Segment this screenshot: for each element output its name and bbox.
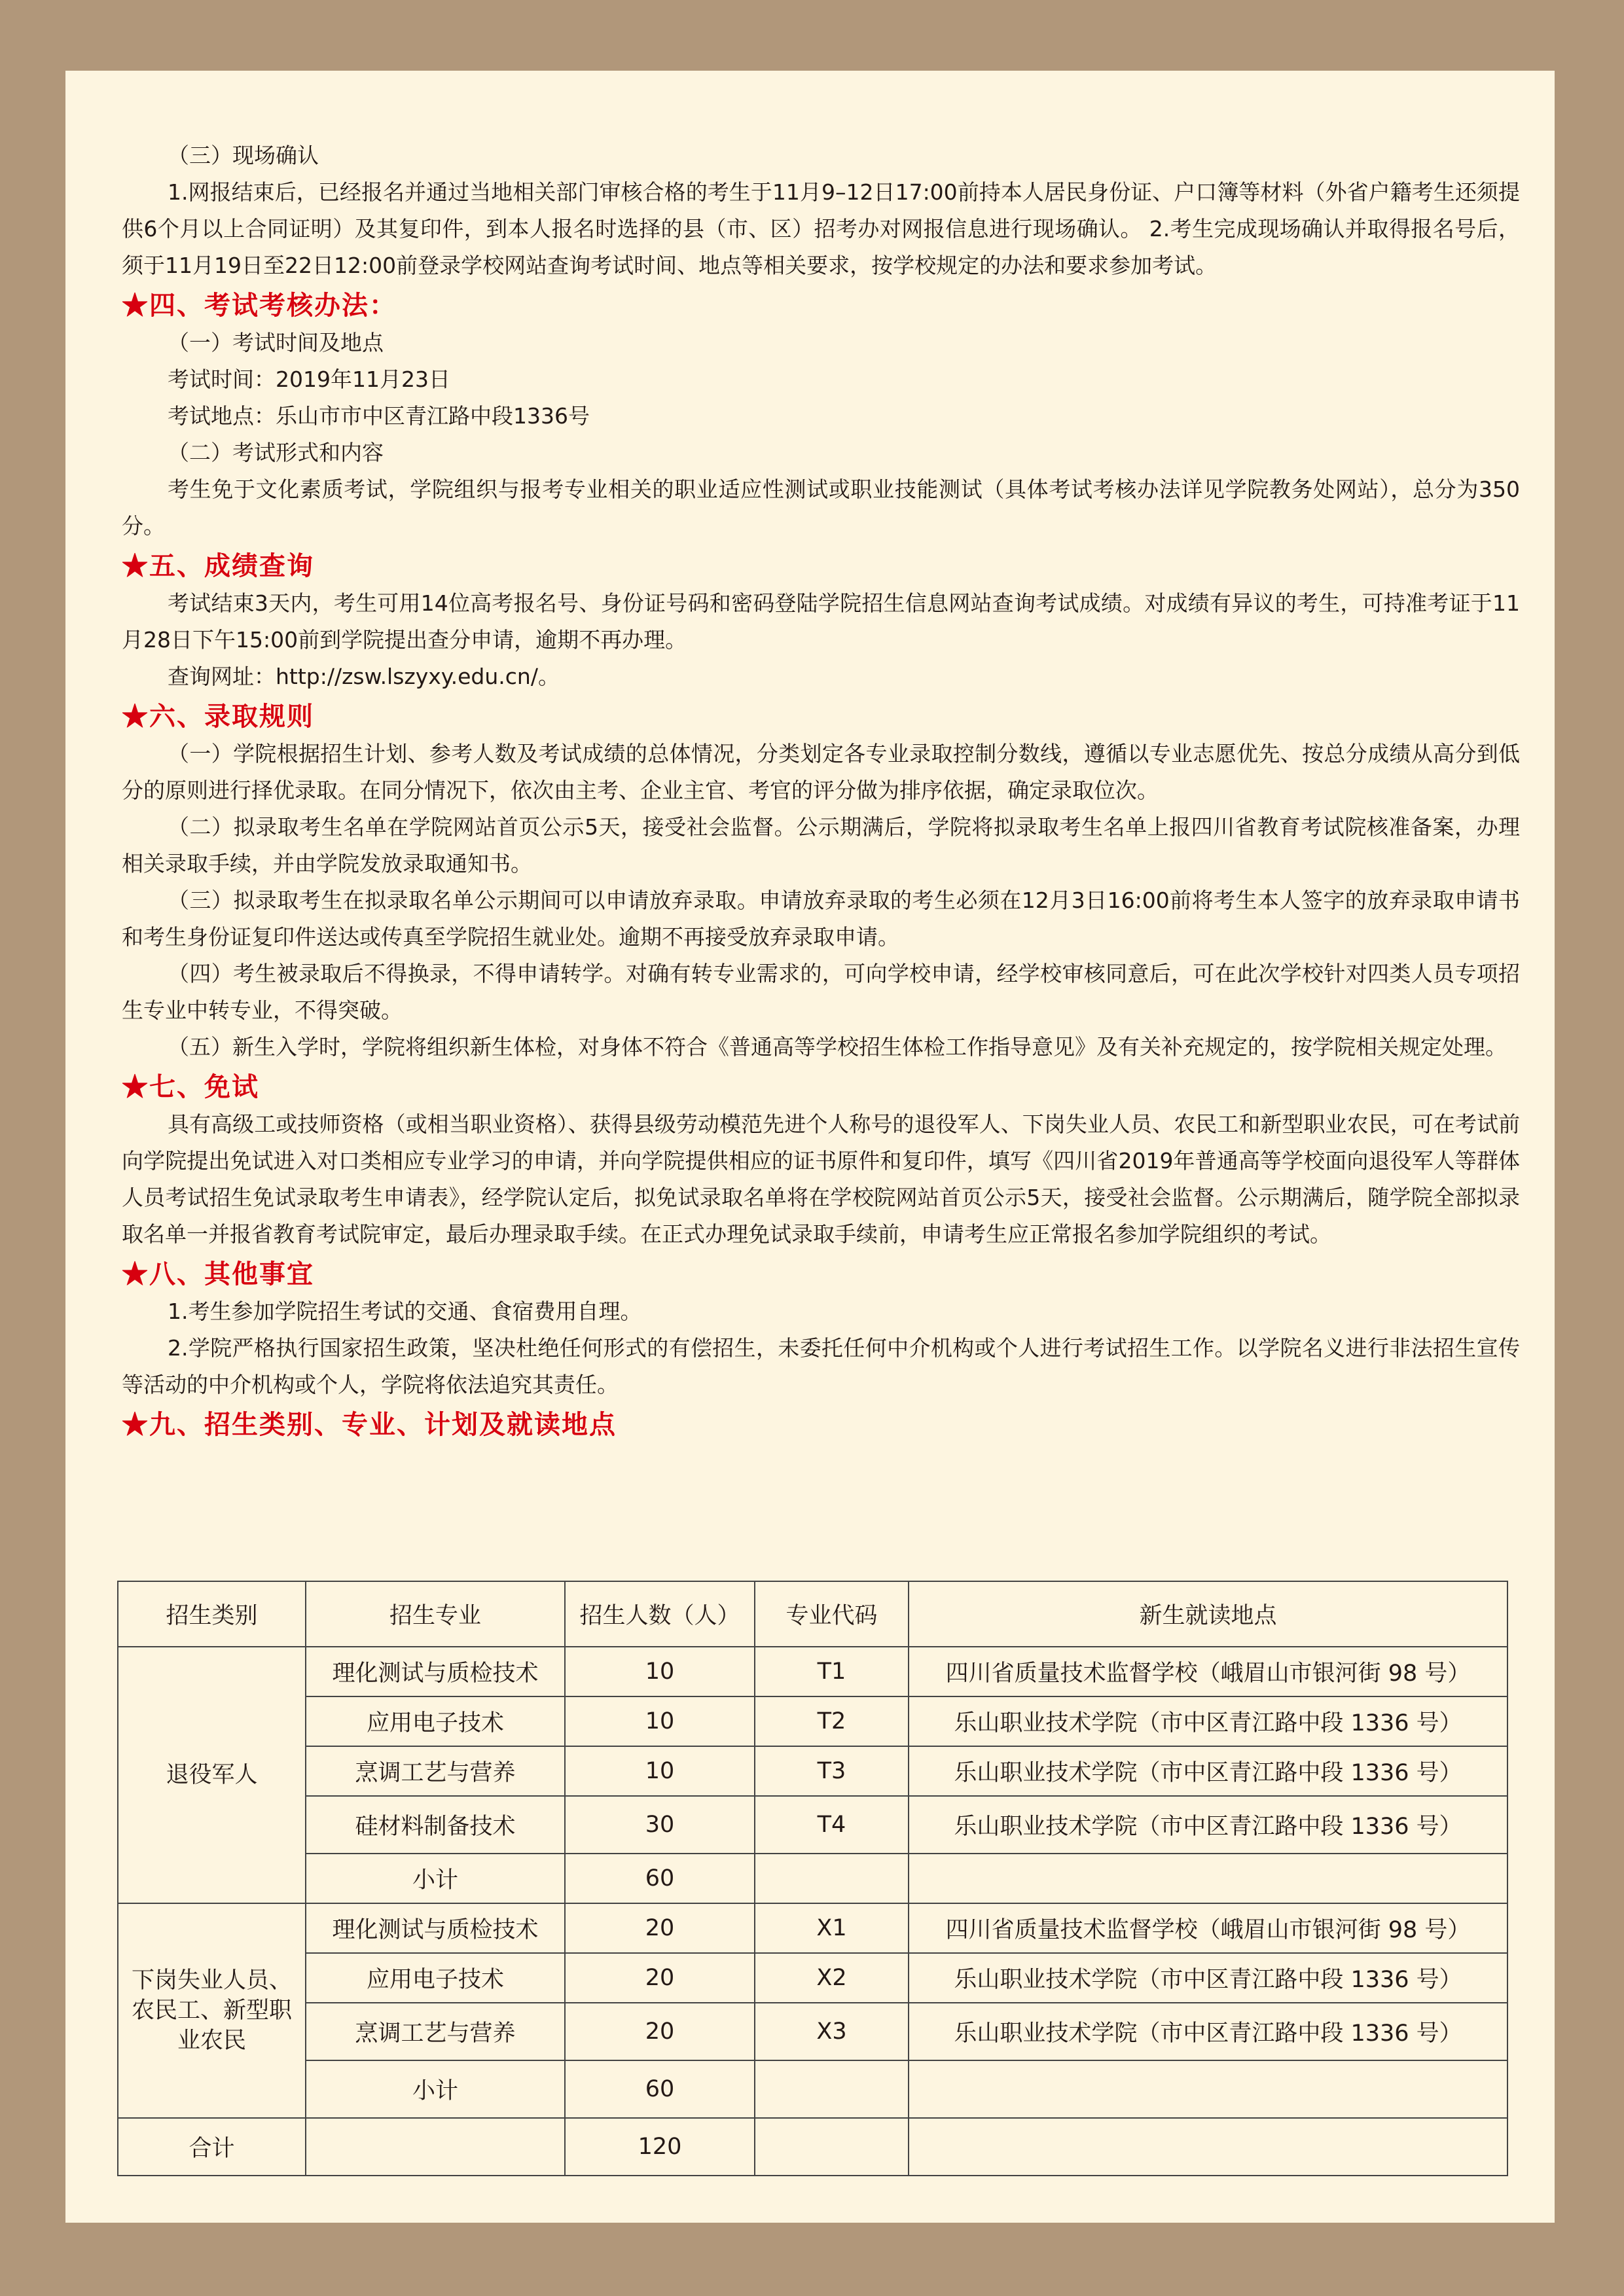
query-url: 查询网址：http://zsw.lszyxy.edu.cn/。	[168, 664, 560, 689]
table-row	[118, 1696, 1507, 1746]
count-cell: 20	[565, 2003, 755, 2060]
major-cell: 理化测试与质检技术	[306, 1903, 565, 1953]
code-cell: X1	[755, 1903, 909, 1953]
empty-cell	[755, 2060, 909, 2118]
section4-subtitle-1: （一）考试时间及地点	[168, 330, 384, 355]
table-header: 专业代码	[755, 1581, 909, 1647]
table-header: 招生类别	[118, 1581, 306, 1647]
table-row	[118, 1746, 1507, 1796]
major-cell: 理化测试与质检技术	[306, 1647, 565, 1696]
count-cell: 10	[565, 1746, 755, 1796]
admission-rule-4: （四）考生被录取后不得换录，不得申请转学。对确有转专业需求的，可向学校申请，经学校审核同意后，可在此次学校针对四类人员专项招生专业中转专业，不得突破。	[122, 961, 1520, 1023]
other-item-1: 1.考生参加学院招生考试的交通、食宿费用自理。	[168, 1299, 642, 1324]
section7-heading: ★七、免试	[122, 1071, 259, 1102]
category-cell: 退役军人	[118, 1647, 306, 1903]
code-cell: T1	[755, 1647, 909, 1696]
document-page	[65, 71, 1555, 2223]
table-row	[118, 1903, 1507, 1953]
category-cell: 下岗失业人员、农民工、新型职业农民	[118, 1903, 306, 2118]
section7-paragraph: 具有高级工或技师资格（或相当职业资格）、获得县级劳动模范先进个人称号的退役军人、下岗失业人员、农民工和新型职业农民，可在考试前向学院提出免试进入对口类相应专业学习的申请，并向学院提供相应的证书原件和复印件，填写《四川省2019年普通高等学校面向退役军人等群体人员考试招生免试录取考生申请表》，经学院认定后，拟免试录取名单将在学校院网站首页公示5天，接受社会监督。公示期满后，随学院全部拟录取名单一并报省教育考试院审定，最后办理录取手续。在正式办理免试录取手续前，申请考生应正常报名参加学院组织的考试。	[122, 1111, 1520, 1247]
table-header: 招生人数（人）	[565, 1581, 755, 1647]
enrollment-table	[117, 1581, 1508, 2176]
empty-cell	[909, 2060, 1507, 2118]
empty-cell	[306, 2118, 565, 2176]
admission-rule-5: （五）新生入学时，学院将组织新生体检，对身体不符合《普通高等学校招生体检工作指导意见》及有关补充规定的，按学院相关规定处理。	[168, 1034, 1507, 1060]
major-cell: 硅材料制备技术	[306, 1796, 565, 1854]
major-cell: 应用电子技术	[306, 1953, 565, 2003]
document-body	[122, 137, 1520, 1444]
section8-heading: ★八、其他事宜	[122, 1259, 314, 1289]
location-cell: 乐山职业技术学院（市中区青江路中段 1336 号）	[909, 1796, 1507, 1854]
admission-rule-3: （三）拟录取考生在拟录取名单公示期间可以申请放弃录取。申请放弃录取的考生必须在12月3日16:00前将考生本人签字的放弃录取申请书和考生身份证复印件送达或传真至学院招生就业处。逾期不再接受放弃录取申请。	[122, 888, 1520, 950]
major-cell: 烹调工艺与营养	[306, 1746, 565, 1796]
code-cell: X2	[755, 1953, 909, 2003]
section4-paragraph: 考生免于文化素质考试，学院组织与报考专业相关的职业适应性测试或职业技能测试（具体考试考核办法详见学院教务处网站），总分为350分。	[122, 476, 1520, 539]
table-row	[118, 1796, 1507, 1854]
count-cell: 20	[565, 1903, 755, 1953]
subtotal-label: 小计	[306, 2060, 565, 2118]
section6-heading: ★六、录取规则	[122, 701, 314, 732]
subtotal-row	[118, 2060, 1507, 2118]
location-cell: 乐山职业技术学院（市中区青江路中段 1336 号）	[909, 1696, 1507, 1746]
code-cell: X3	[755, 2003, 909, 2060]
table-row	[118, 1647, 1507, 1696]
section5-heading: ★五、成绩查询	[122, 550, 314, 581]
admission-rule-1: （一）学院根据招生计划、参考人数及考试成绩的总体情况，分类划定各专业录取控制分数线，遵循以专业志愿优先、按总分成绩从高分到低分的原则进行择优录取。在同分情况下，依次由主考、企业主官、考官的评分做为排序依据，确定录取位次。	[122, 741, 1520, 803]
subtotal-label: 小计	[306, 1854, 565, 1903]
section9-heading: ★九、招生类别、专业、计划及就读地点	[122, 1409, 617, 1440]
section4-heading: ★四、考试考核办法：	[122, 290, 397, 321]
exam-place: 考试地点：乐山市市中区青江路中段1336号	[168, 403, 590, 429]
admission-rule-2: （二）拟录取考生名单在学院网站首页公示5天，接受社会监督。公示期满后，学院将拟录取考生名单上报四川省教育考试院核准备案，办理相关录取手续，并由学院发放录取通知书。	[122, 814, 1520, 876]
section4-subtitle-2: （二）考试形式和内容	[168, 440, 384, 465]
table-header: 招生专业	[306, 1581, 565, 1647]
table-row	[118, 1953, 1507, 2003]
major-cell: 应用电子技术	[306, 1696, 565, 1746]
location-cell: 四川省质量技术监督学校（峨眉山市银河街 98 号）	[909, 1647, 1507, 1696]
table-row	[118, 2003, 1507, 2060]
other-item-2: 2.学院严格执行国家招生政策，坚决杜绝任何形式的有偿招生，未委托任何中介机构或个人进行考试招生工作。以学院名义进行非法招生宣传等活动的中介机构或个人，学院将依法追究其责任。	[122, 1335, 1520, 1397]
subtotal-value: 60	[565, 2060, 755, 2118]
table-header: 新生就读地点	[909, 1581, 1507, 1647]
code-cell: T4	[755, 1796, 909, 1854]
code-cell: T2	[755, 1696, 909, 1746]
exam-time: 考试时间：2019年11月23日	[168, 367, 450, 392]
count-cell: 20	[565, 1953, 755, 2003]
empty-cell	[755, 2118, 909, 2176]
section3-paragraph: 1.网报结束后，已经报名并通过当地相关部门审核合格的考生于11月9–12日17:00前持本人居民身份证、户口簿等材料（外省户籍考生还须提供6个月以上合同证明）及其复印件，到本人报名时选择的县（市、区）招考办对网报信息进行现场确认。 2.考生完成现场确认并取得报名号后，须于11月19日至22日12:00前登录学校网站查询考试时间、地点等相关要求，按学校规定的办法和要求参加考试。	[122, 179, 1520, 278]
subtotal-value: 60	[565, 1854, 755, 1903]
location-cell: 乐山职业技术学院（市中区青江路中段 1336 号）	[909, 1953, 1507, 2003]
empty-cell	[909, 2118, 1507, 2176]
location-cell: 乐山职业技术学院（市中区青江路中段 1336 号）	[909, 2003, 1507, 2060]
major-cell: 烹调工艺与营养	[306, 2003, 565, 2060]
total-row	[118, 2118, 1507, 2176]
total-value: 120	[565, 2118, 755, 2176]
count-cell: 10	[565, 1696, 755, 1746]
empty-cell	[909, 1854, 1507, 1903]
count-cell: 30	[565, 1796, 755, 1854]
section3-subtitle: （三）现场确认	[168, 143, 319, 168]
subtotal-row	[118, 1854, 1507, 1903]
total-label: 合计	[118, 2118, 306, 2176]
location-cell: 四川省质量技术监督学校（峨眉山市银河街 98 号）	[909, 1903, 1507, 1953]
table-header-row	[118, 1581, 1507, 1647]
section5-paragraph: 考试结束3天内，考生可用14位高考报名号、身份证号码和密码登陆学院招生信息网站查询考试成绩。对成绩有异议的考生，可持准考证于11月28日下午15:00前到学院提出查分申请，逾期不再办理。	[122, 590, 1520, 653]
empty-cell	[755, 1854, 909, 1903]
count-cell: 10	[565, 1647, 755, 1696]
code-cell: T3	[755, 1746, 909, 1796]
location-cell: 乐山职业技术学院（市中区青江路中段 1336 号）	[909, 1746, 1507, 1796]
